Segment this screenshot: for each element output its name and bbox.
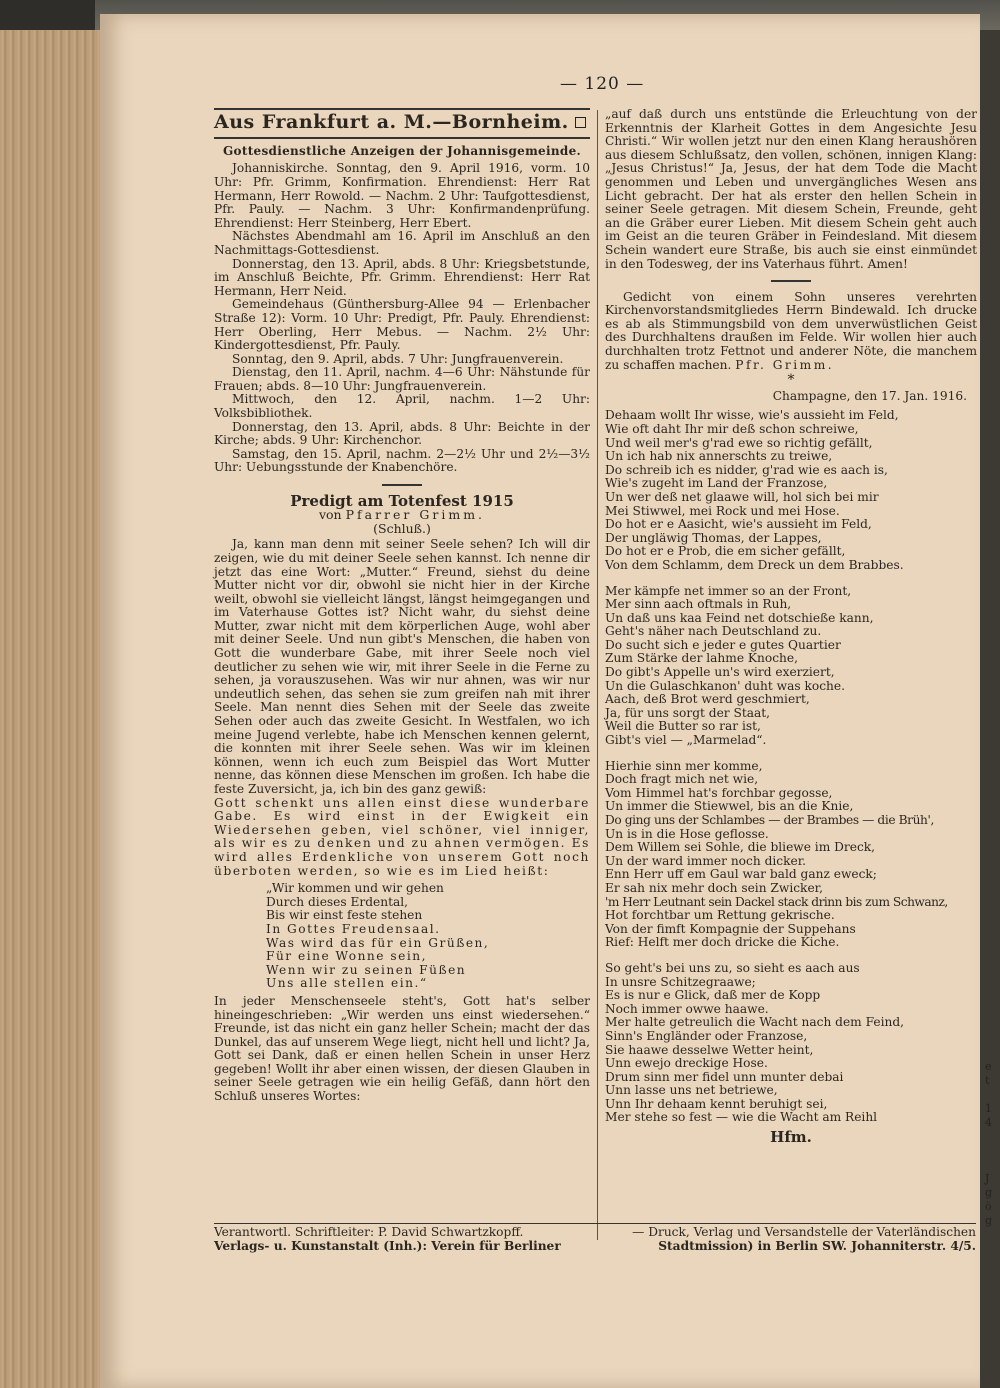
editor-signature: Pfr. Grimm. xyxy=(735,357,835,372)
poem-line: Rief: Helft mer doch dricke die Kiche. xyxy=(605,935,840,950)
poem-line: Weil die Butter so rar ist, xyxy=(605,719,761,734)
article-title: Predigt am Totenfest 1915 xyxy=(290,491,514,510)
poem-stanza xyxy=(605,409,977,572)
hymn-line: Bis wir einst feste stehen xyxy=(266,908,423,923)
poem-line: Hot forchtbar um Rettung gekrische. xyxy=(605,908,835,923)
poem-stanza xyxy=(605,760,977,950)
poem-line: Unn ewejo dreckige Hose. xyxy=(605,1056,768,1071)
footer-rule xyxy=(214,1223,976,1224)
imprint-footer xyxy=(214,1225,976,1253)
article-paragraph: Ja, kann man denn mit seiner Seele sehen? Ich will dir zeigen, wie du mit deiner Seele sehen kannst. Ich nenne dir jetzt das eine Wort: „Mutter.“ Freund, siehst du deine Mutter nicht vor dir, obwohl sie nicht hier in der Kirche weilt, obwohl sie vielleicht längst, längst heimgegangen und im Vaterhause Gottes ist? Nicht wahr, du siehst deine Mutter, zwar nicht mit dem körperlichen Auge, wohl aber mit deiner Seele. Und nun gibt's Menschen, die haben von Gott die wunderbare Gabe, mit ihrer Seele noch viel deutlicher zu sehen wie wir, mit ihrer Seele in die Ferne zu sehen, ja vorauszusehen. Was wir nur ahnen, was wir nur undeutlich sehen, das sehen sie zum greifen nah mit ihrer Seele. Man nennt dies Sehen mit der Seele das zweite Sehen oder auch das zweite Gesicht. In Westfalen, wo ich meine Jugend verlebte, habe ich Menschen kennen gelernt, die konnten mit ihrer Seele sehen. Was wir im kleinen können, wenn ich euch zum Beispiel das Wort Mutter nenne, das können diese Menschen im großen. Ich habe die feste Zuversicht, ja, ich bin des ganz gewiß: xyxy=(214,537,590,796)
poem-line: Er sah nix mehr doch sein Zwicker, xyxy=(605,880,824,895)
poem-line: Do gibt's Appelle un's wird exerziert, xyxy=(605,665,835,680)
announcement-paragraph: Sonntag, den 9. April, abds. 7 Uhr: Jungfrauenverein. xyxy=(232,351,564,366)
poem-line: Do hot er e Prob, die em sicher gefällt, xyxy=(605,544,846,559)
poem-line: Sie haawe desselwe Wetter heint, xyxy=(605,1042,814,1057)
poem-signature: Hfm. xyxy=(770,1128,812,1147)
poem-line: Geht's näher nach Deutschland zu. xyxy=(605,624,822,639)
poem-line: Mer halte getreulich die Wacht nach dem Feind, xyxy=(605,1015,905,1030)
poem-line: Un der ward immer noch dicker. xyxy=(605,853,807,868)
announcement-paragraph: Nächstes Abendmahl am 16. April im Anschluß an den Nachmittags-Gottesdienst. xyxy=(214,229,590,257)
page-number: — 120 — xyxy=(560,74,645,94)
poem-line: Do sucht sich e jeder e gutes Quartier xyxy=(605,637,841,652)
left-column xyxy=(214,108,590,1104)
poem-line: Do schreib ich es nidder, g'rad wie es aach is, xyxy=(605,462,888,477)
poem-line: Vom Himmel hat's forchbar gegosse, xyxy=(605,785,833,800)
article-paragraph-spaced: Gott schenkt uns allen einst diese wunderbare Gabe. Es wird einst in der Ewigkeit ein Wiedersehen geben, viel schöner, viel inniger, als wir es zu denken und zu ahnen vermögen. Es wird alles Erdenkliche von unserem Gott noch überboten werden, so wie es im Lied heißt: xyxy=(214,795,590,878)
poem-line: Doch fragt mich net wie, xyxy=(605,772,759,787)
asterisk-ornament: * xyxy=(787,372,795,389)
poem-line: Do hot er e Aasicht, wie's aussieht im Feld, xyxy=(605,517,872,532)
hymn-line: In Gottes Freudensaal. xyxy=(266,921,441,936)
dateline: Champagne, den 17. Jan. 1916. xyxy=(772,388,967,403)
poem-line: Wie's zugeht im Land der Franzose, xyxy=(605,476,828,491)
poem-line: Zum Stärke der lahme Knoche, xyxy=(605,651,798,666)
article-paragraph: In jeder Menschenseele steht's, Gott hat's selber hineingeschrieben: „Wir werden uns einst wiedersehen.“ Freunde, ist das nicht ein ganz heller Schein; macht der das Dunkel, das auf unserem Wege liegt, nicht hell und licht? Ja, Gott sei Dank, daß er einen hellen Schein in unser Herz gegeben! Wollt ihr aber einen wissen, der diesen Glauben in seiner Seele getragen wie ein heilig Gefäß, dann hört den Schluß unseres Wortes: xyxy=(214,993,590,1104)
poem-line: Unn Ihr dehaam kennt beruhigt sei, xyxy=(605,1096,828,1111)
poem-line: Von dem Schlamm, dem Dreck un dem Brabbes. xyxy=(605,557,904,572)
poem-line: Drum sinn mer fidel unn munter debai xyxy=(605,1069,844,1084)
article-paragraph: „auf daß durch uns entstünde die Erleuchtung von der Erkenntnis der Klarheit Gottes in dem Angesichte Jesu Christi.“ Wir wollen jetzt nur den einen Klang heraushören aus diesem Schlußsatz, den vollen, schönen, innigen Klang: „Jesus Christus!“ Ja, Jesus, der hat dem Tode die Macht genommen und Leben und unvergängliches Wesen ans Licht gebracht. Der hat als erster den hellen Schein in seiner Seele getragen. Mit diesem Schein, Freunde, geht an die Gräber eurer Lieben. Mit diesem Schein geht auch im Geist an die teuren Gräber in Feindesland. Mit diesem Schein wandert eure Straße, bis auch sie einst einmündet in den Todesweg, der ins Vaterhaus führt. Amen! xyxy=(605,107,977,271)
poem-line: Und weil mer's g'rad ewe so richtig gefällt, xyxy=(605,435,873,450)
hymn-line: Wenn wir zu seinen Füßen xyxy=(266,962,467,977)
imprint-editor: Verantwortl. Schriftleiter: P. David Schwartzkopff. xyxy=(214,1225,524,1239)
announcement-paragraph: Johanniskirche. Sonntag, den 9. April 1916, vorm. 10 Uhr: Pfr. Grimm, Konfirmation. Ehrendienst: Herr Rat Hermann, Herr Rowold. — Nachm. 2 Uhr: Taufgottesdienst, Pfr. Pauly. — Nachm. 3 Uhr: Konfirmandenprüfung. Ehrendienst: Herr Steinberg, Herr Ebert. xyxy=(214,161,590,230)
poem-line: Von der fimft Kompagnie der Suppehans xyxy=(605,921,856,936)
separator-rule xyxy=(382,484,422,486)
article-byline: von Pfarrer Grimm. xyxy=(318,507,486,523)
poem-line: Do ging uns der Schlambes — der Brambes — die Brüh', xyxy=(605,813,934,827)
poem-line: Mer sinn aach oftmals in Ruh, xyxy=(605,597,792,612)
poem-line: Un immer die Stiewwel, bis an die Knie, xyxy=(605,799,854,814)
poem-line: Mer stehe so fest — wie die Wacht am Reihl xyxy=(605,1110,878,1125)
announcement-paragraph: Gemeindehaus (Günthersburg-Allee 94 — Erlenbacher Straße 12): Vorm. 10 Uhr: Predigt, Pfr. Pauly. Ehrendienst: Herr Oberling, Herr Mebus. — Nachm. 2½ Uhr: Kindergottesdienst, Pfr. Pauly. xyxy=(214,297,590,353)
poem-line: Un ich hab nix annerschts zu treiwe, xyxy=(605,449,833,464)
imprint-publisher: Verlags- u. Kunstanstalt (Inh.): Verein für Berliner xyxy=(214,1239,561,1253)
poem-line: Der ungläwig Thomas, der Lappes, xyxy=(605,530,822,545)
poem-line: Mer kämpfe net immer so an der Front, xyxy=(605,583,852,598)
announcement-paragraph: Mittwoch, den 12. April, nachm. 1—2 Uhr: Volksbibliothek. xyxy=(214,392,590,421)
book-page-edges xyxy=(0,30,105,1388)
poem-stanza xyxy=(605,962,977,1125)
poem-line: Wie oft daht Ihr mir deß schon schreiwe, xyxy=(605,421,859,436)
poem-line: Un die Gulaschkanon' duht was koche. xyxy=(605,678,845,693)
poem-line: Hierhie sinn mer komme, xyxy=(605,758,763,773)
announcement-paragraph: Samstag, den 15. April, nachm. 2—2½ Uhr und 2½—3½ Uhr: Uebungsstunde der Knabenchöre. xyxy=(214,446,590,475)
section-header xyxy=(214,110,590,133)
poem-line: Ja, für uns sorgt der Staat, xyxy=(605,705,771,720)
poem-line: Noch immer owwe haawe. xyxy=(605,1001,769,1016)
poem-line: Unn lasse uns net betriewe, xyxy=(605,1083,778,1098)
announcements-subhead: Gottesdienstliche Anzeigen der Johannisgemeinde. xyxy=(223,143,581,158)
right-column xyxy=(605,108,977,1145)
poem-line: Mei Stiwwel, mei Rock und mei Hose. xyxy=(605,503,840,518)
poem-stanza xyxy=(605,585,977,748)
poem-line: So geht's bei uns zu, so sieht es aach aus xyxy=(605,960,860,975)
poem-line: Gibt's viel — „Marmelad“. xyxy=(605,733,767,748)
poem-line: In unsre Schitzegraawe; xyxy=(605,974,756,989)
separator-rule xyxy=(771,280,811,282)
section-title: Aus Frankfurt a. M.—Bornheim. xyxy=(214,110,569,133)
poem-line: Aach, deß Brot werd geschmiert, xyxy=(605,692,810,707)
hymn-line: Was wird das für ein Grüßen, xyxy=(266,935,490,950)
hymn-line: Uns alle stellen ein.“ xyxy=(266,976,428,991)
poem-line: Un daß uns kaa Feind net dotschieße kann, xyxy=(605,610,874,625)
imprint-printer: — Druck, Verlag und Versandstelle der Vaterländischen xyxy=(632,1225,976,1239)
section-rule xyxy=(214,137,590,139)
poem-line: Un wer deß net glaawe will, hol sich bei mir xyxy=(605,489,879,504)
announcement-paragraph: Dienstag, den 11. April, nachm. 4—6 Uhr: Nähstunde für Frauen; abds. 8—10 Uhr: Jungfrauenverein. xyxy=(214,365,590,393)
poem-intro-paragraph: Gedicht von einem Sohn unseres verehrten Kirchenvorstandsmitgliedes Herrn Bindewald. Ich drucke es ab als Stimmungsbild von dem unverwüstlichen Geist des Durchhaltens draußen im Felde. Wir wollen hier auch durchhalten trotz Fettnot und anderer Nöte, die manchem zu schaffen machen. Pfr. Grimm. xyxy=(605,289,977,372)
poem-line: 'm Herr Leutnant sein Dackel stack drinn bis zum Schwanz, xyxy=(605,894,948,909)
author-name: Pfarrer Grimm. xyxy=(345,507,486,523)
dialect-poem xyxy=(605,408,977,1147)
poem-line: Dem Willem sei Sohle, die bliewe im Dreck, xyxy=(605,840,876,855)
hymn-line: „Wir kommen und wir gehen xyxy=(266,881,444,896)
hymn-line: Für eine Wonne sein, xyxy=(266,949,427,964)
poem-line: Enn Herr uff em Gaul war bald ganz eweck; xyxy=(605,867,877,882)
poem-line: Dehaam wollt Ihr wisse, wie's aussieht im Feld, xyxy=(605,408,899,423)
imprint-address: Stadtmission) in Berlin SW. Johanniterstr. 4/5. xyxy=(658,1239,976,1253)
column-divider xyxy=(597,110,598,1240)
top-rule xyxy=(214,108,590,110)
poem-line: Es is nur e Glick, daß mer de Kopp xyxy=(605,988,821,1003)
announcement-paragraph: Donnerstag, den 13. April, abds. 8 Uhr: Kriegsbetstunde, im Anschluß Beichte, Pfr. Grimm. Ehrendienst: Herr Rat Hermann, Herr Neid. xyxy=(214,256,590,298)
square-ornament-icon xyxy=(575,117,586,128)
poem-line: Sinn's Engländer oder Franzose, xyxy=(605,1028,808,1043)
hymn-line: Durch dieses Erdental, xyxy=(266,894,409,909)
adjacent-page-scrap: e t 1 4 J g ö g xyxy=(985,1060,993,1227)
article-note: (Schluß.) xyxy=(373,520,431,536)
hymn-quote xyxy=(214,882,590,991)
announcement-paragraph: Donnerstag, den 13. April, abds. 8 Uhr: Beichte in der Kirche; abds. 9 Uhr: Kirchenchor. xyxy=(214,419,590,448)
poem-line: Un is in die Hose geflosse. xyxy=(605,826,769,841)
